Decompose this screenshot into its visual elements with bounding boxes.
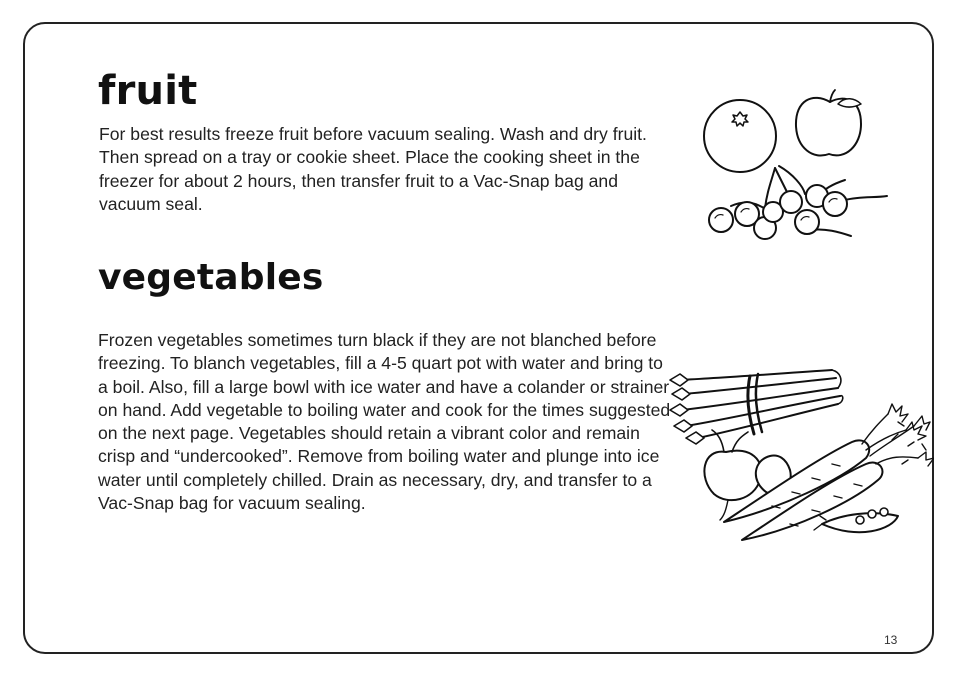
fruit-instructions: For best results freeze fruit before vacuum sealing. Wash and dry fruit. Then spread on a tray or cookie sheet. Place the cooking sheet in the freezer for about 2 hours, then transfer fruit to a Vac-Snap bag and vacuum seal. xyxy=(99,124,647,214)
vegetables-illustration xyxy=(662,360,934,550)
vegetables-heading: vegetables xyxy=(98,257,324,298)
page-number: 13 xyxy=(884,633,898,647)
fruit-heading: fruit xyxy=(98,68,198,114)
vegetables-instructions: Frozen vegetables sometimes turn black if they are not blanched before freezing. To blanch vegetables, fill a 4-5 quart pot with water and bring to a boil. Also, fill a large bowl with ice water and have a colander or strainer on hand. Add vegetable to boiling water and cook for the times suggested on the next page. Vegetables should retain a vibrant color and remain crisp and “undercooked”. Remove from boiling water and plunge into ice water until completely chilled. Drain as necessary, dry, and transfer to a Vac-Snap bag for vacuum sealing. xyxy=(98,330,671,514)
fruit-illustration xyxy=(695,88,905,248)
